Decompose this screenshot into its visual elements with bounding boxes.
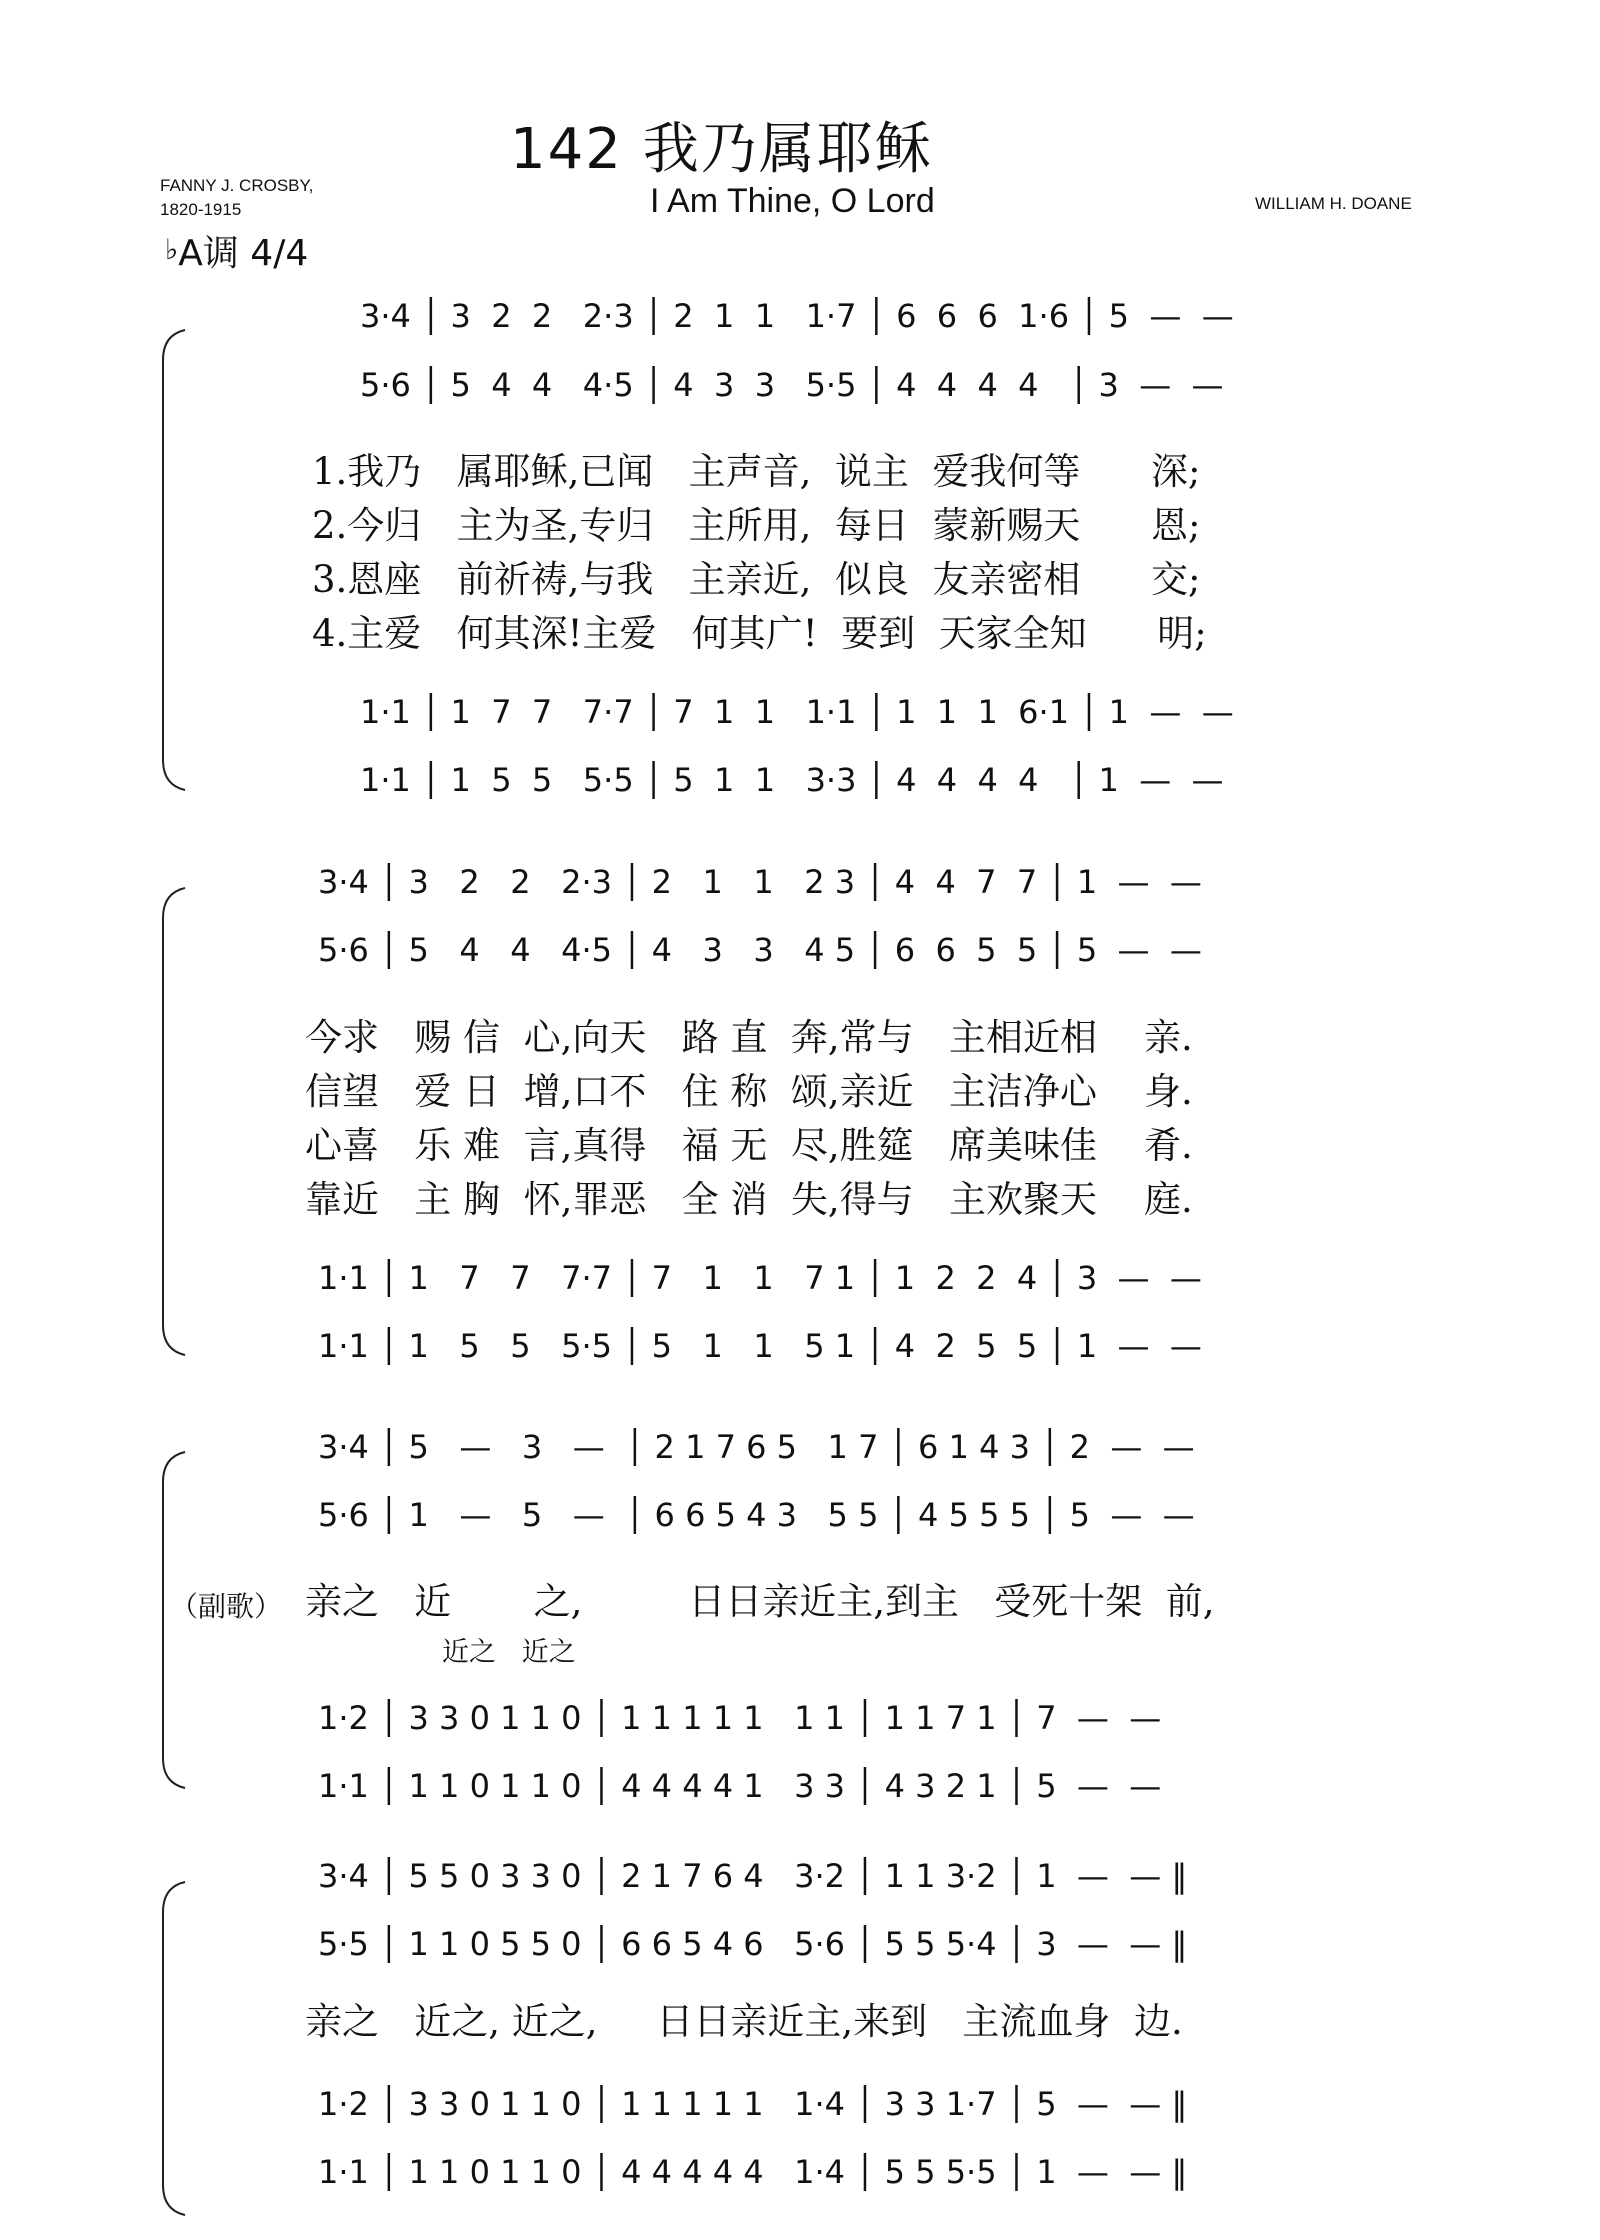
bracket-system-2 [163, 888, 185, 1355]
bracket-system-1 [163, 330, 185, 790]
system1-verse2: 2.今归 主为圣,专归 主所用, 每日 蒙新赐天 恩; [312, 504, 1201, 547]
composer-name: WILLIAM H. DOANE [1255, 194, 1412, 213]
hymn-subtitle: I Am Thine, O Lord [650, 182, 935, 220]
system4-bass: 1·1 │ 1 1 0 1 1 0 │ 4 4 4 4 4 1·4 │ 5 5 5·5 │ 1 — — ‖ [318, 2153, 1188, 2191]
system1-verse4: 4.主爱 何其深!主爱 何其广! 要到 天家全知 明; [312, 612, 1207, 655]
system1-alto: 5·6 │ 5 4 4 4·5 │ 4 3 3 5·5 │ 4 4 4 4 │ 3 — — [360, 366, 1224, 404]
system4-alto: 5·5 │ 1 1 0 5 5 0 │ 6 6 5 4 6 5·6 │ 5 5 5·4 │ 3 — — ‖ [318, 1925, 1188, 1963]
system2-tenor: 1·1 │ 1 7 7 7·7 │ 7 1 1 7 1 │ 1 2 2 4 │ 3 — — [318, 1259, 1202, 1297]
system1-verse1: 1.我乃 属耶稣,已闻 主声音, 说主 爱我何等 深; [312, 450, 1201, 493]
system1-verse3: 3.恩座 前祈祷,与我 主亲近, 似良 友亲密相 交; [312, 558, 1201, 601]
system3-tenor: 1·2 │ 3 3 0 1 1 0 │ 1 1 1 1 1 1 1 │ 1 1 7 1 │ 7 — — [318, 1699, 1162, 1737]
system2-bass: 1·1 │ 1 5 5 5·5 │ 5 1 1 5 1 │ 4 2 5 5 │ 1 — — [318, 1327, 1202, 1365]
flat-icon: ♭ [165, 233, 179, 266]
system1-bass: 1·1 │ 1 5 5 5·5 │ 5 1 1 3·3 │ 4 4 4 4 │ 1 — — [360, 761, 1224, 799]
refrain-label: （副歌） [170, 1590, 283, 1623]
lyricist-years: 1820-1915 [160, 200, 242, 219]
system3-soprano: 3·4 │ 5 — 3 — │ 2 1 7 6 5 1 7 │ 6 1 4 3 │ 2 — — [318, 1428, 1195, 1466]
system2-verse3: 心喜 乐 难 言,真得 福 无 尽,胜筵 席美味佳 肴. [305, 1124, 1193, 1167]
lyricist-name: FANNY J. CROSBY, [160, 176, 314, 195]
system2-verse1: 今求 赐 信 心,向天 路 直 奔,常与 主相近相 亲. [305, 1016, 1193, 1059]
system2-alto: 5·6 │ 5 4 4 4·5 │ 4 3 3 4 5 │ 6 6 5 5 │ 5 — — [318, 931, 1202, 969]
hymn-title: 142 我乃属耶稣 [510, 117, 933, 182]
system2-verse2: 信望 爱 日 增,口不 住 称 颂,亲近 主洁净心 身. [305, 1070, 1193, 1113]
key-time-label: A调 4/4 [178, 233, 309, 274]
bracket-system-4 [163, 1882, 185, 2215]
system1-soprano: 3·4 │ 3 2 2 2·3 │ 2 1 1 1·7 │ 6 6 6 1·6 │ 5 — — [360, 297, 1234, 335]
system2-verse4: 靠近 主 胸 怀,罪恶 全 消 失,得与 主欢聚天 庭. [305, 1178, 1193, 1221]
system3-alto: 5·6 │ 1 — 5 — │ 6 6 5 4 3 5 5 │ 4 5 5 5 │ 5 — — [318, 1496, 1195, 1534]
system3-echo-lyric: 近之 近之 [442, 1637, 576, 1668]
system4-tenor: 1·2 │ 3 3 0 1 1 0 │ 1 1 1 1 1 1·4 │ 3 3 1·7 │ 5 — — ‖ [318, 2085, 1188, 2123]
system3-bass: 1·1 │ 1 1 0 1 1 0 │ 4 4 4 4 1 3 3 │ 4 3 2 1 │ 5 — — [318, 1767, 1162, 1805]
system1-tenor: 1·1 │ 1 7 7 7·7 │ 7 1 1 1·1 │ 1 1 1 6·1 │ 1 — — [360, 693, 1234, 731]
system2-soprano: 3·4 │ 3 2 2 2·3 │ 2 1 1 2 3 │ 4 4 7 7 │ 1 — — [318, 863, 1202, 901]
system3-lyric: 亲之 近 之, 日日亲近主,到主 受死十架 前, [305, 1580, 1215, 1623]
system4-lyric: 亲之 近之, 近之, 日日亲近主,来到 主流血身 边. [305, 2000, 1183, 2043]
system4-soprano: 3·4 │ 5 5 0 3 3 0 │ 2 1 7 6 4 3·2 │ 1 1 3·2 │ 1 — — ‖ [318, 1857, 1188, 1895]
